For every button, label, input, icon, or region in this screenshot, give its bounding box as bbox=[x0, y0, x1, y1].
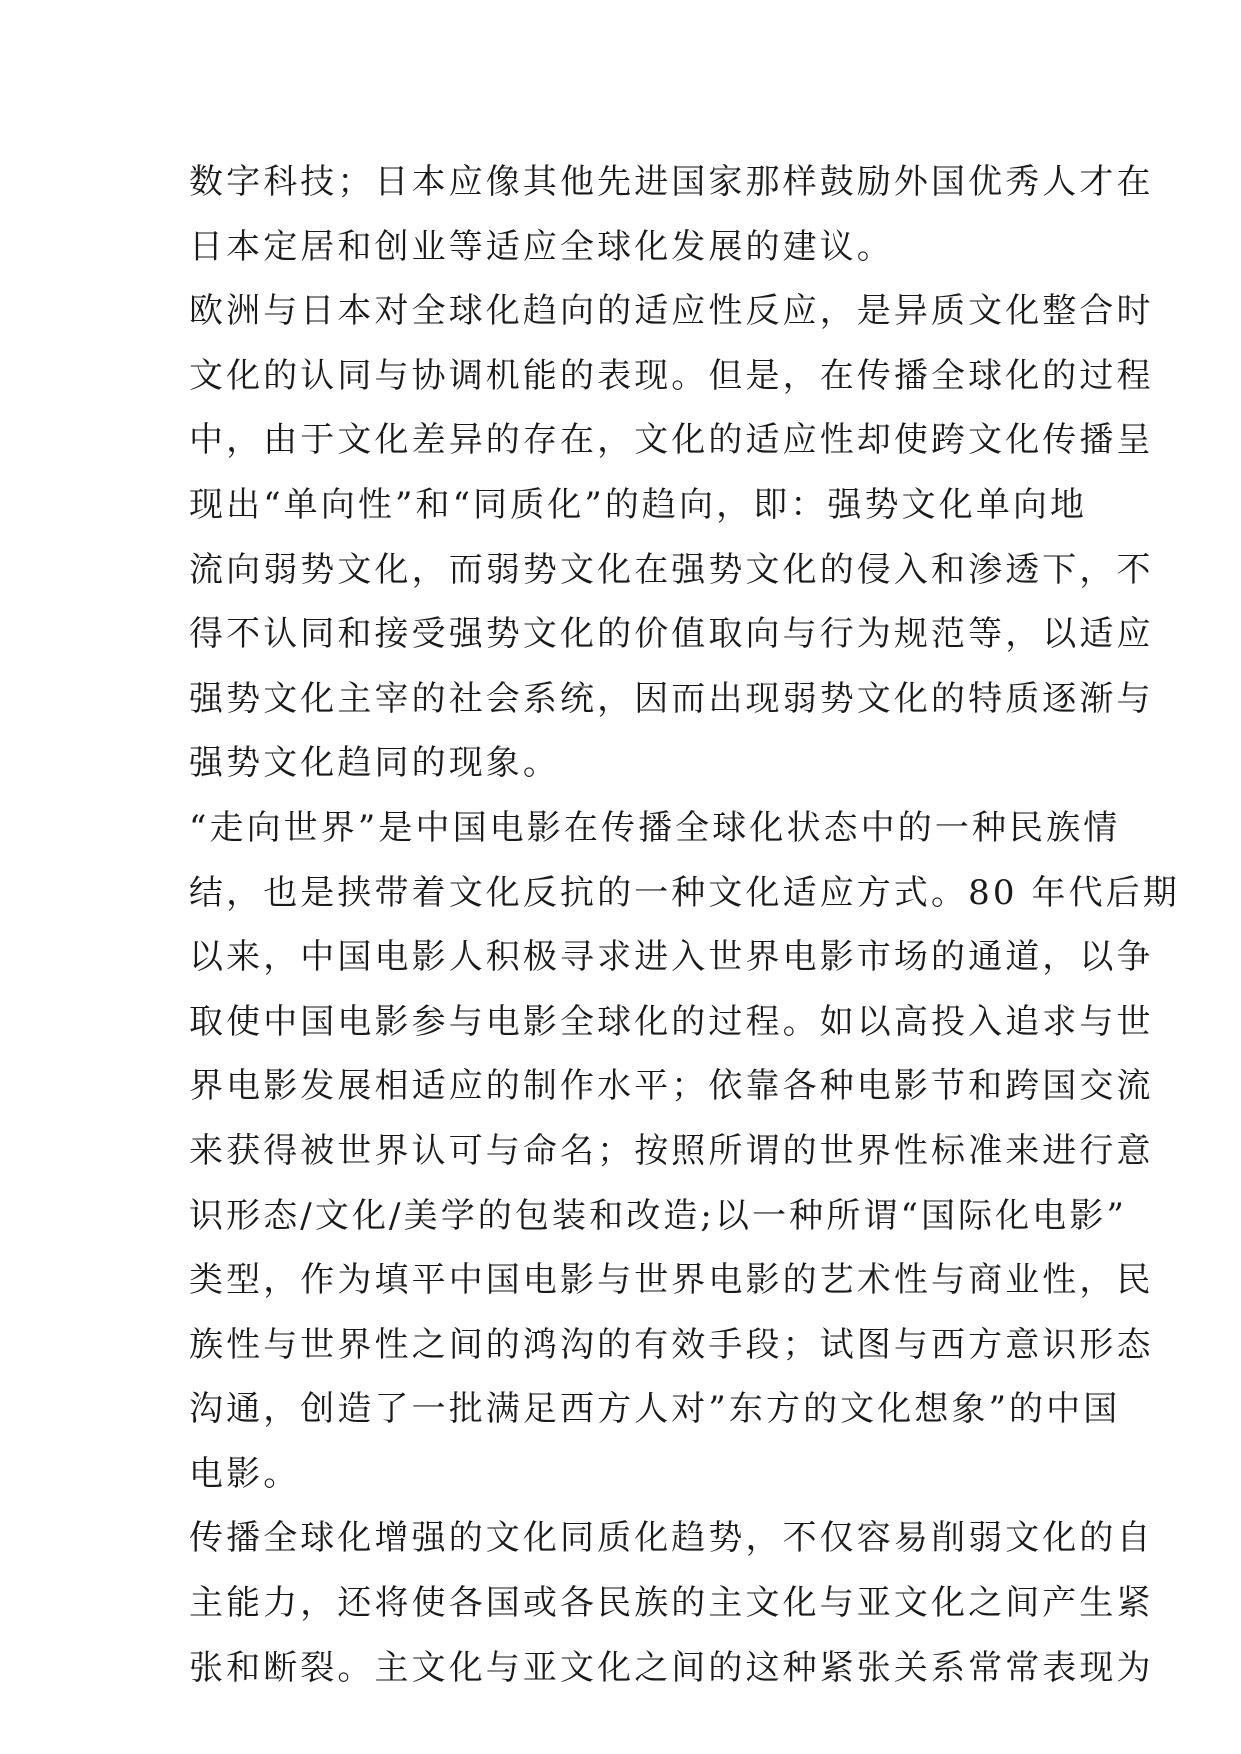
text-line: 族性与世界性之间的鸿沟的有效手段；试图与西方意识形态 bbox=[189, 1324, 1154, 1365]
text-line: 得不认同和接受强势文化的价值取向与行为规范等，以适应 bbox=[189, 614, 1154, 655]
text-line: 数字科技；日本应像其他先进国家那样鼓励外国优秀人才在 bbox=[189, 162, 1154, 202]
text-line: 强势文化主宰的社会系统，因而出现弱势文化的特质逐渐与 bbox=[189, 678, 1154, 719]
text-line: 结，也是挟带着文化反抗的一种文化适应方式。80 年代后期 bbox=[189, 872, 1180, 913]
text-line: 主能力，还将使各国或各民族的主文化与亚文化之间产生紧 bbox=[189, 1583, 1154, 1624]
text-line: 中，由于文化差异的存在，文化的适应性却使跨文化传播呈 bbox=[189, 420, 1154, 461]
text-line: 取使中国电影参与电影全球化的过程。如以高投入追求与世 bbox=[189, 1001, 1154, 1042]
text-line: 以来，中国电影人积极寻求进入世界电影市场的通道，以争 bbox=[189, 937, 1154, 978]
text-line: “走向世界”是中国电影在传播全球化状态中的一种民族情 bbox=[189, 807, 1121, 848]
text-line: 文化的认同与协调机能的表现。但是，在传播全球化的过程 bbox=[189, 355, 1154, 396]
text-line: 类型，作为填平中国电影与世界电影的艺术性与商业性，民 bbox=[189, 1260, 1154, 1301]
paragraph-3 bbox=[189, 796, 1180, 1507]
text-line: 沟通，创造了一批满足西方人对”东方的文化想象”的中国 bbox=[189, 1389, 1121, 1430]
text-line: 传播全球化增强的文化同质化趋势，不仅容易削弱文化的自 bbox=[189, 1518, 1154, 1559]
paragraph-2 bbox=[189, 279, 1154, 796]
text-line: 识形态/文化/美学的包装和改造;以一种所谓“国际化电影” bbox=[189, 1195, 1127, 1236]
text-line: 张和断裂。主文化与亚文化之间的这种紧张关系常常表现为 bbox=[189, 1647, 1154, 1688]
paragraph-4 bbox=[189, 1506, 1154, 1700]
document-page bbox=[189, 150, 1180, 1700]
paragraph-1 bbox=[189, 150, 1154, 279]
text-line: 欧洲与日本对全球化趋向的适应性反应，是异质文化整合时 bbox=[189, 291, 1154, 332]
text-line: 现出“单向性”和“同质化”的趋向，即：强势文化单向地 bbox=[189, 484, 1088, 525]
text-line: 强势文化趋同的现象。 bbox=[189, 743, 560, 784]
text-line: 来获得被世界认可与命名；按照所谓的世界性标准来进行意 bbox=[189, 1130, 1154, 1171]
text-line: 电影。 bbox=[189, 1453, 301, 1494]
text-line: 流向弱势文化，而弱势文化在强势文化的侵入和渗透下，不 bbox=[189, 549, 1154, 590]
text-line: 日本定居和创业等适应全球化发展的建议。 bbox=[189, 226, 894, 267]
text-line: 界电影发展相适应的制作水平；依靠各种电影节和跨国交流 bbox=[189, 1066, 1154, 1107]
